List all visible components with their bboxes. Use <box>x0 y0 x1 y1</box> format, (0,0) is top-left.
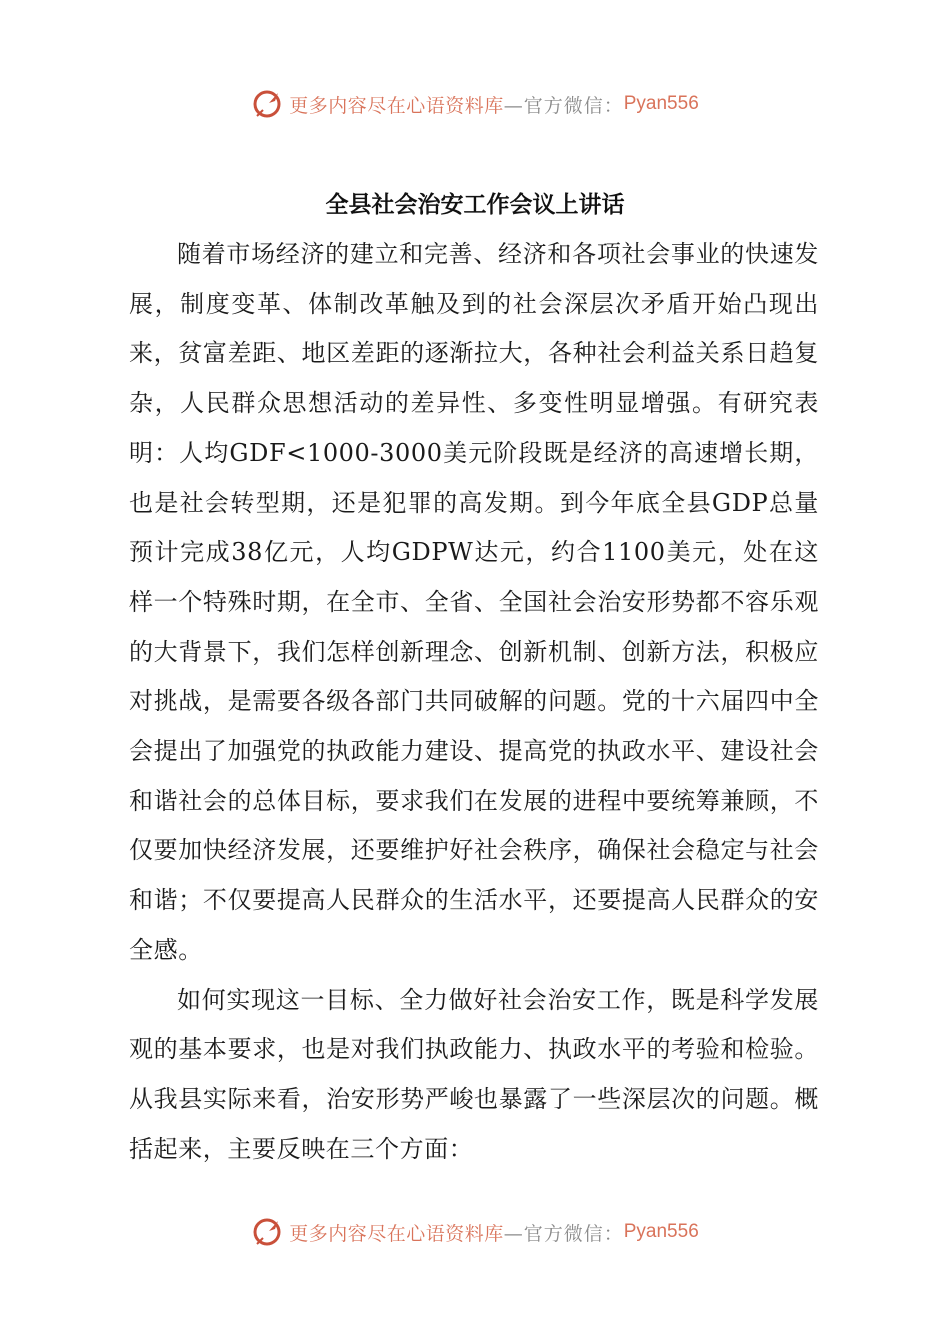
document-title: 全县社会治安工作会议上讲话 <box>325 192 625 218</box>
header-banner-label: —官方微信： <box>503 94 624 117</box>
quill-logo-icon <box>251 87 285 121</box>
paragraph-2: 如何实现这一目标、全力做好社会治安工作，既是科学发展观的基本要求，也是对我们执政能力、执政水平的考验和检验。从我县实际来看，治安形势严峻也暴露了一些深层次的问题。概括起来，主要反映在三个方面： <box>129 985 819 1163</box>
header-wechat-id: Pyan556 <box>623 93 699 114</box>
quill-logo-icon <box>251 1215 285 1249</box>
footer-banner-label: —官方微信： <box>503 1222 624 1245</box>
footer-banner <box>0 1210 950 1254</box>
header-banner-title: 更多内容尽在心语资料库 <box>289 94 504 117</box>
paragraph-1: 随着市场经济的建立和完善、经济和各项社会事业的快速发展，制度变革、体制改革触及到的社会深层次矛盾开始凸现出来，贫富差距、地区差距的逐渐拉大，各种社会利益关系日趋复杂，人民群众思想活动的差异性、多变性明显增强。有研究表明：人均GDF<1000-3000美元阶段既是经济的高速增长期，也是社会转型期，还是犯罪的高发期。到今年底全县GDP总量预计完成38亿元，人均GDPW达元，约合1100美元，处在这样一个特殊时期，在全市、全省、全国社会治安形势都不容乐观的大背景下，我们怎样创新理念、创新机制、创新方法，积极应对挑战，是需要各级各部门共同破解的问题。党的十六届四中全会提出了加强党的执政能力建设、提高党的执政水平、建设社会和谐社会的总体目标，要求我们在发展的进程中要统筹兼顾，不仅要加快经济发展，还要维护好社会秩序，确保社会稳定与社会和谐；不仅要提高人民群众的生活水平，还要提高人民群众的安全感。 <box>129 240 819 964</box>
footer-banner-title: 更多内容尽在心语资料库 <box>289 1222 504 1245</box>
footer-wechat-id: Pyan556 <box>623 1221 699 1242</box>
document-body <box>129 230 819 1174</box>
header-banner <box>0 82 950 126</box>
